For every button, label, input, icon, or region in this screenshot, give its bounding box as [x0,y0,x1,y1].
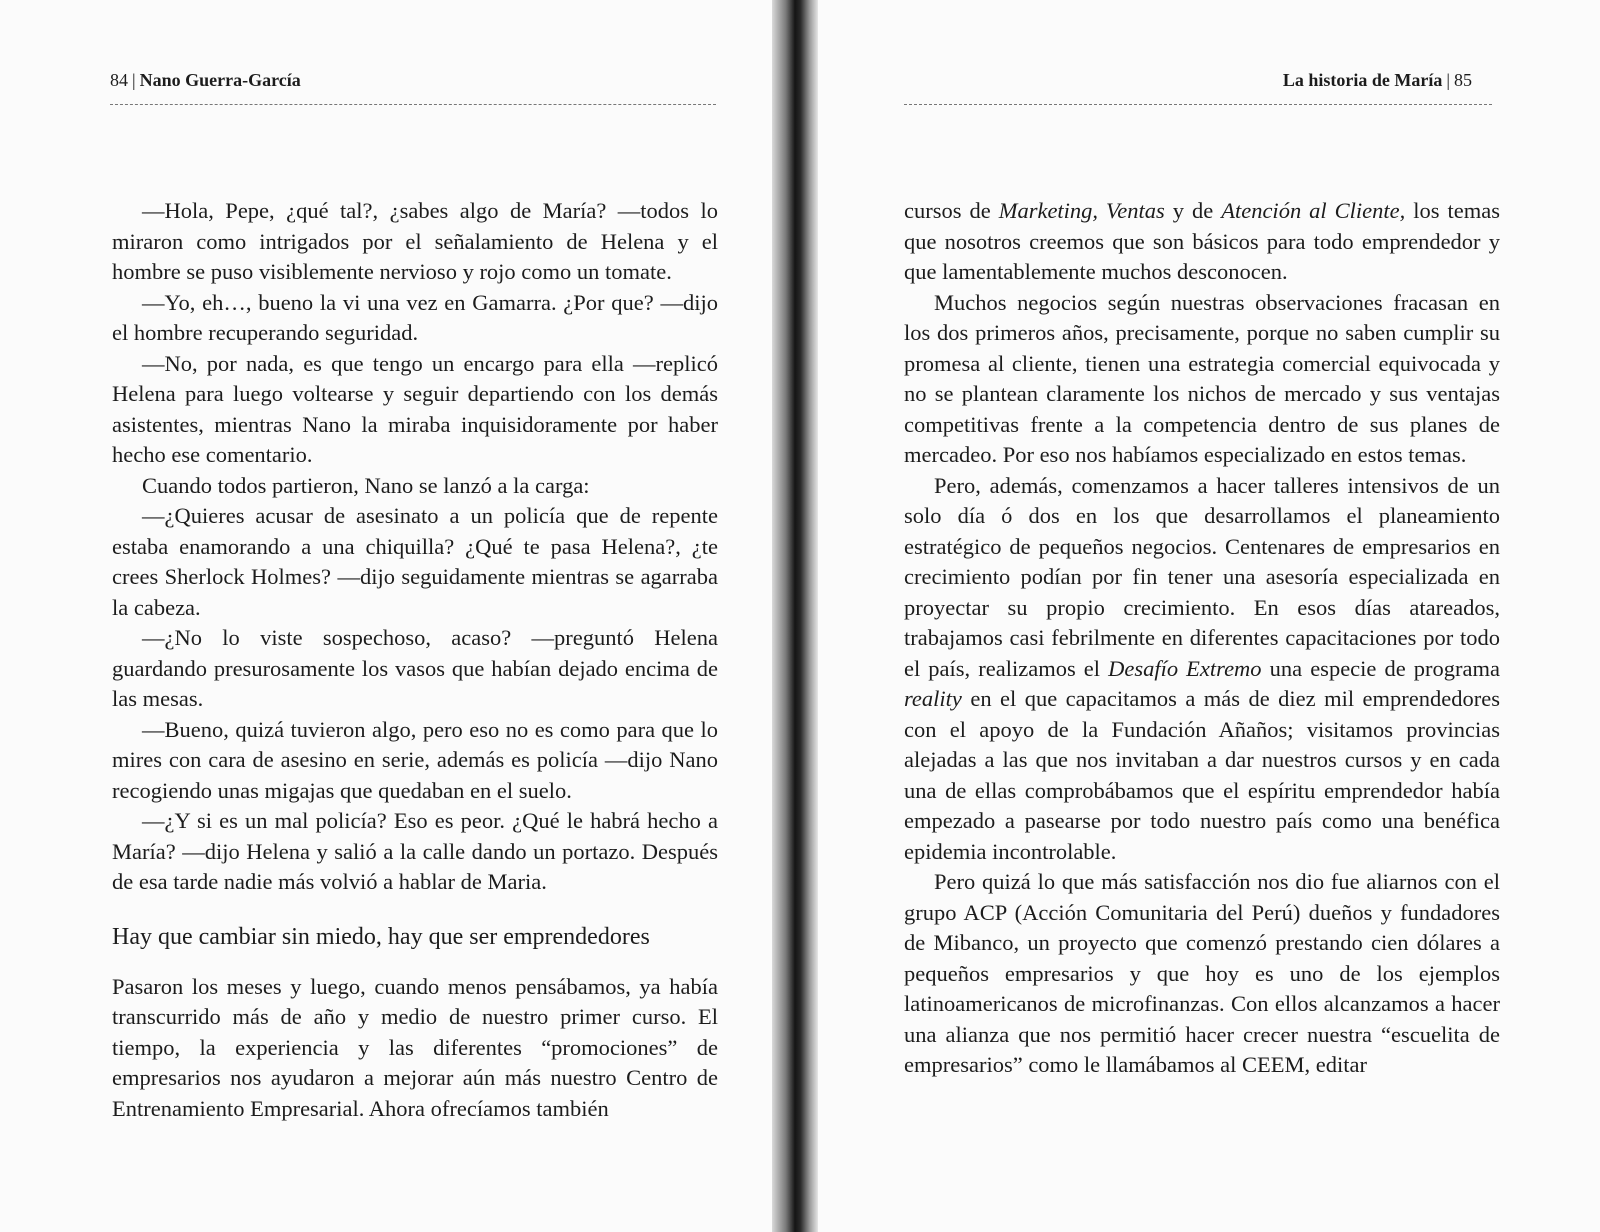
left-page-number: 84 [110,70,128,90]
paragraph: —¿No lo viste sospechoso, acaso? —preguntó Helena guardando presurosamente los vasos que habían dejado encima de las mesas. [112,625,718,711]
left-page [0,0,772,1232]
paragraph: —¿Quieres acusar de asesinato a un policía que de repente estaba enamorando a una chiquilla? ¿Qué te pasa Helena?, ¿te crees Sherlock Holmes? —dijo seguidamente mientras se agarraba la cabeza. [112,503,718,620]
right-header-rule [904,104,1492,105]
right-body-text [904,196,1500,1081]
italic-run: reality [904,686,962,711]
text-run: los temas que nosotros creemos que son básicos para todo emprendedor y que lamentablemente muchos desconocen. [904,198,1500,284]
left-running-head [110,70,301,91]
paragraph: Muchos negocios según nuestras observaciones fracasan en los dos primeros años, precisamente, porque no saben cumplir su promesa al cliente, tienen una estrategia comercial equivocada y no se plantean claramente los nichos de mercado y sus ventajas competitivas frente a la competencia dentro de sus planes de mercadeo. Por eso nos habíamos especializado en estos temas. [904,289,1500,467]
right-page [818,0,1600,1232]
paragraph: —Bueno, quizá tuvieron algo, pero eso no es como para que lo mires con cara de asesino en serie, además es policía —dijo Nano recogiendo unas migajas que quedaban en el suelo. [112,716,718,803]
paragraph: —Yo, eh…, bueno la vi una vez en Gamarra. ¿Por que? —dijo el hombre recuperando seguridad. [112,289,718,345]
paragraph: —¿Y si es un mal policía? Eso es peor. ¿Qué le habrá hecho a María? —dijo Helena y salió a la calle dando un portazo. Después de esa tarde nadie más volvió a hablar de Maria. [112,808,718,894]
paragraph: Cuando todos partieron, Nano se lanzó a la carga: [142,472,590,498]
paragraph: Pero quizá lo que más satisfacción nos dio fue aliarnos con el grupo ACP (Acción Comunitaria del Perú) dueños y fundadores de Mibanco, un proyecto que comenzó prestando cien dólares a pequeños empresarios y que hoy es uno de los ejemplos latinoamericanos de microfinanzas. Con ellos alcanzamos a hacer una alianza que nos permitió hacer crecer nuestra “escuelita de empresarios” como le llamábamos al CEEM, editar [904,869,1500,1077]
text-run: Pero, además, comenzamos a hacer talleres intensivos de un solo día ó dos en los que desarrollamos el planeamiento estratégico de pequeños negocios. Centenares de empresarios en crecimiento podían por fin tener una asesoría especializada en proyectar su propio crecimiento. En esos días atareados, trabajamos casi febrilmente en diferentes capacitaciones por todo el país, realizamos el [904,472,1500,681]
right-running-head-title: La historia de María [1282,70,1443,90]
section-heading: Hay que cambiar sin miedo, hay que ser emprendedores [112,923,650,950]
paragraph [904,196,1500,288]
text-run: una especie de programa [1261,655,1500,681]
italic-run: Desafío Extremo [1108,655,1262,681]
right-page-number: 85 [1454,70,1472,90]
right-running-head [1283,70,1472,91]
left-running-head-title: Nano Guerra-García [139,70,301,90]
text-run: cursos de [904,198,999,223]
text-run: en el que capacitamos a más de diez mil emprendedores con el apoyo de la Fundación Añaños; visitamos provincias alejadas a las que nos invitaban a dar nuestros cursos y en cada una de ellas comprobábamos que el espíritu emprendedor había empezado a pasearse por todo nuestro país como una benéfica epidemia incontrolable. [904,686,1500,864]
left-header-rule [110,104,716,105]
paragraph: —No, por nada, es que tengo un encargo para ella —replicó Helena para luego voltearse y seguir departiendo con los demás asistentes, mientras Nano la miraba inquisidoramente por haber hecho ese comentario. [112,350,718,467]
paragraph [904,471,1500,868]
left-head-separator: | [132,70,136,90]
section-paragraph: Pasaron los meses y luego, cuando menos pensábamos, ya había transcurrido más de año y medio de nuestro primer curso. El tiempo, la experiencia y las diferentes “promociones” de empresarios nos ayudaron a mejorar aún más nuestro Centro de Entrenamiento Empresarial. Ahora ofrecíamos también [112,973,718,1121]
paragraph: —Hola, Pepe, ¿qué tal?, ¿sabes algo de María? —todos lo miraron como intrigados por el señalamiento de Helena y el hombre se puso visiblemente nervioso y rojo como un tomate. [112,198,718,284]
left-body-text [112,196,718,1124]
book-gutter [772,0,818,1232]
right-head-separator: | [1446,70,1450,90]
italic-run: Marketing, Ventas [998,198,1165,223]
text-run: y de [1164,198,1222,223]
italic-run: Atención al Cliente, [1221,198,1406,223]
